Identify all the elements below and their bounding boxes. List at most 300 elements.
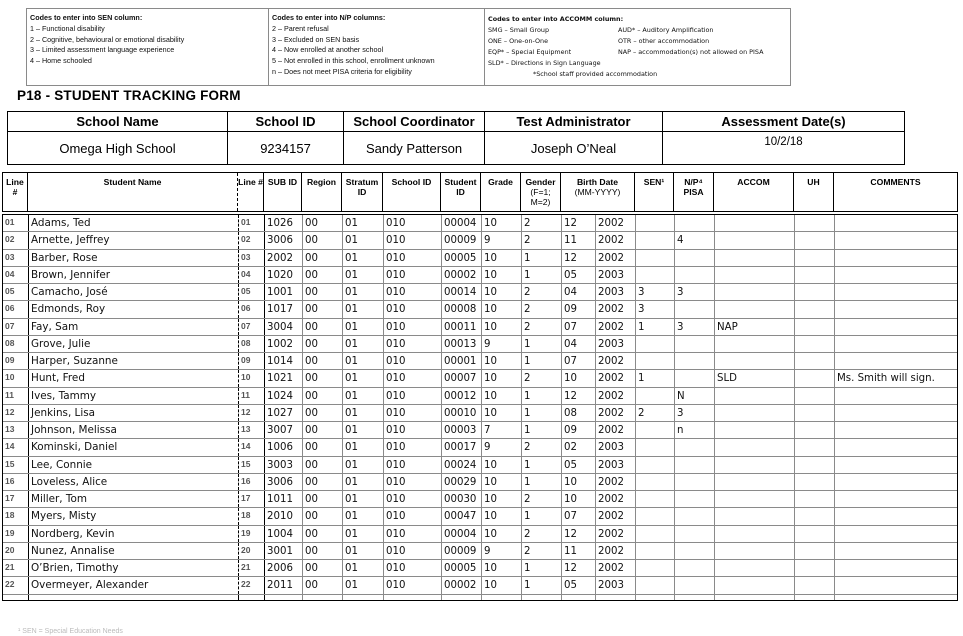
uh-cell[interactable] <box>794 474 834 490</box>
student-id-cell[interactable]: 00005 <box>441 250 481 266</box>
birth-year-cell[interactable]: 2002 <box>595 543 635 559</box>
student-name-cell[interactable]: Brown, Jennifer <box>28 267 238 283</box>
accom-cell[interactable] <box>714 388 794 404</box>
stratum-id-cell[interactable]: 01 <box>342 267 383 283</box>
student-name-cell[interactable]: Fay, Sam <box>28 319 238 335</box>
np-pisa-cell[interactable]: n <box>674 422 714 438</box>
region-cell[interactable]: 00 <box>302 474 342 490</box>
sen-cell[interactable] <box>635 439 674 455</box>
sub-id-cell[interactable]: 1002 <box>264 336 302 352</box>
stratum-id-cell[interactable]: 01 <box>342 491 383 507</box>
gender-cell[interactable] <box>521 595 561 600</box>
school-coordinator-value[interactable]: Sandy Patterson <box>344 132 485 165</box>
student-name-cell[interactable]: Nordberg, Kevin <box>28 526 238 542</box>
sub-id-cell[interactable]: 1020 <box>264 267 302 283</box>
birth-year-cell[interactable]: 2003 <box>595 577 635 593</box>
school-id-cell[interactable]: 010 <box>383 508 441 524</box>
np-pisa-cell[interactable] <box>674 301 714 317</box>
gender-cell[interactable]: 2 <box>521 491 561 507</box>
accom-cell[interactable] <box>714 595 794 600</box>
comments-cell[interactable] <box>834 543 957 559</box>
comments-cell[interactable] <box>834 526 957 542</box>
gender-cell[interactable]: 2 <box>521 232 561 248</box>
region-cell[interactable]: 00 <box>302 439 342 455</box>
student-name-cell[interactable]: Camacho, José <box>28 284 238 300</box>
stratum-id-cell[interactable]: 01 <box>342 301 383 317</box>
birth-month-cell[interactable]: 12 <box>561 215 595 231</box>
np-pisa-cell[interactable] <box>674 215 714 231</box>
accom-cell[interactable] <box>714 422 794 438</box>
birth-month-cell[interactable]: 07 <box>561 508 595 524</box>
accom-cell[interactable] <box>714 508 794 524</box>
birth-month-cell[interactable] <box>561 595 595 600</box>
gender-cell[interactable]: 2 <box>521 301 561 317</box>
grade-cell[interactable]: 10 <box>481 388 521 404</box>
student-name-cell[interactable]: Lee, Connie <box>28 457 238 473</box>
region-cell[interactable] <box>302 595 342 600</box>
birth-month-cell[interactable]: 10 <box>561 491 595 507</box>
sen-cell[interactable] <box>635 267 674 283</box>
comments-cell[interactable] <box>834 422 957 438</box>
stratum-id-cell[interactable]: 01 <box>342 405 383 421</box>
grade-cell[interactable]: 10 <box>481 577 521 593</box>
school-id-cell[interactable]: 010 <box>383 405 441 421</box>
region-cell[interactable]: 00 <box>302 353 342 369</box>
sub-id-cell[interactable]: 3001 <box>264 543 302 559</box>
region-cell[interactable]: 00 <box>302 543 342 559</box>
sub-id-cell[interactable]: 3003 <box>264 457 302 473</box>
birth-month-cell[interactable]: 07 <box>561 353 595 369</box>
np-pisa-cell[interactable] <box>674 595 714 600</box>
gender-cell[interactable]: 1 <box>521 250 561 266</box>
comments-cell[interactable] <box>834 405 957 421</box>
sen-cell[interactable] <box>635 577 674 593</box>
accom-cell[interactable] <box>714 457 794 473</box>
sub-id-cell[interactable]: 3006 <box>264 474 302 490</box>
school-id-cell[interactable]: 010 <box>383 370 441 386</box>
birth-month-cell[interactable]: 11 <box>561 543 595 559</box>
student-id-cell[interactable]: 00007 <box>441 370 481 386</box>
school-id-cell[interactable]: 010 <box>383 577 441 593</box>
comments-cell[interactable] <box>834 388 957 404</box>
student-name-cell[interactable]: Miller, Tom <box>28 491 238 507</box>
accom-cell[interactable] <box>714 301 794 317</box>
gender-cell[interactable]: 2 <box>521 215 561 231</box>
student-name-cell[interactable]: Jenkins, Lisa <box>28 405 238 421</box>
accom-cell[interactable] <box>714 232 794 248</box>
school-name-value[interactable]: Omega High School <box>8 132 228 165</box>
student-id-cell[interactable]: 00047 <box>441 508 481 524</box>
birth-year-cell[interactable]: 2002 <box>595 353 635 369</box>
uh-cell[interactable] <box>794 319 834 335</box>
uh-cell[interactable] <box>794 301 834 317</box>
gender-cell[interactable]: 1 <box>521 474 561 490</box>
sub-id-cell[interactable]: 3006 <box>264 232 302 248</box>
stratum-id-cell[interactable]: 01 <box>342 353 383 369</box>
sub-id-cell[interactable]: 2011 <box>264 577 302 593</box>
student-id-cell[interactable]: 00024 <box>441 457 481 473</box>
sub-id-cell[interactable]: 1017 <box>264 301 302 317</box>
sub-id-cell[interactable]: 1011 <box>264 491 302 507</box>
birth-month-cell[interactable]: 02 <box>561 439 595 455</box>
region-cell[interactable]: 00 <box>302 267 342 283</box>
region-cell[interactable]: 00 <box>302 250 342 266</box>
birth-month-cell[interactable]: 09 <box>561 301 595 317</box>
np-pisa-cell[interactable] <box>674 577 714 593</box>
school-id-cell[interactable]: 010 <box>383 319 441 335</box>
grade-cell[interactable]: 10 <box>481 405 521 421</box>
np-pisa-cell[interactable]: 3 <box>674 405 714 421</box>
school-id-cell[interactable]: 010 <box>383 250 441 266</box>
uh-cell[interactable] <box>794 370 834 386</box>
school-id-cell[interactable]: 010 <box>383 474 441 490</box>
student-name-cell[interactable]: Adams, Ted <box>28 215 238 231</box>
comments-cell[interactable] <box>834 595 957 600</box>
birth-month-cell[interactable]: 10 <box>561 370 595 386</box>
school-id-cell[interactable]: 010 <box>383 353 441 369</box>
np-pisa-cell[interactable]: 3 <box>674 319 714 335</box>
student-name-cell[interactable]: O’Brien, Timothy <box>28 560 238 576</box>
gender-cell[interactable]: 1 <box>521 560 561 576</box>
school-id-cell[interactable]: 010 <box>383 215 441 231</box>
student-id-cell[interactable]: 00029 <box>441 474 481 490</box>
sen-cell[interactable] <box>635 388 674 404</box>
np-pisa-cell[interactable] <box>674 353 714 369</box>
stratum-id-cell[interactable]: 01 <box>342 250 383 266</box>
comments-cell[interactable] <box>834 267 957 283</box>
sen-cell[interactable] <box>635 250 674 266</box>
birth-year-cell[interactable]: 2002 <box>595 491 635 507</box>
sub-id-cell[interactable]: 2002 <box>264 250 302 266</box>
student-id-cell[interactable]: 00013 <box>441 336 481 352</box>
uh-cell[interactable] <box>794 595 834 600</box>
birth-year-cell[interactable]: 2002 <box>595 474 635 490</box>
stratum-id-cell[interactable]: 01 <box>342 284 383 300</box>
sen-cell[interactable] <box>635 474 674 490</box>
school-id-cell[interactable]: 010 <box>383 232 441 248</box>
region-cell[interactable]: 00 <box>302 526 342 542</box>
gender-cell[interactable]: 2 <box>521 284 561 300</box>
region-cell[interactable]: 00 <box>302 577 342 593</box>
school-id-cell[interactable]: 010 <box>383 457 441 473</box>
gender-cell[interactable]: 2 <box>521 526 561 542</box>
sen-cell[interactable] <box>635 457 674 473</box>
np-pisa-cell[interactable]: 3 <box>674 284 714 300</box>
np-pisa-cell[interactable] <box>674 474 714 490</box>
sen-cell[interactable]: 2 <box>635 405 674 421</box>
student-name-cell[interactable] <box>28 595 238 600</box>
birth-month-cell[interactable]: 12 <box>561 560 595 576</box>
accom-cell[interactable] <box>714 491 794 507</box>
accom-cell[interactable] <box>714 405 794 421</box>
birth-month-cell[interactable]: 12 <box>561 250 595 266</box>
uh-cell[interactable] <box>794 353 834 369</box>
stratum-id-cell[interactable]: 01 <box>342 319 383 335</box>
grade-cell[interactable]: 10 <box>481 267 521 283</box>
region-cell[interactable]: 00 <box>302 388 342 404</box>
grade-cell[interactable]: 10 <box>481 474 521 490</box>
assessment-dates-value[interactable]: 10/2/18 <box>663 132 905 165</box>
grade-cell[interactable]: 7 <box>481 422 521 438</box>
sen-cell[interactable] <box>635 422 674 438</box>
region-cell[interactable]: 00 <box>302 491 342 507</box>
comments-cell[interactable] <box>834 457 957 473</box>
accom-cell[interactable] <box>714 353 794 369</box>
uh-cell[interactable] <box>794 457 834 473</box>
gender-cell[interactable]: 2 <box>521 370 561 386</box>
school-id-cell[interactable]: 010 <box>383 560 441 576</box>
student-name-cell[interactable]: Loveless, Alice <box>28 474 238 490</box>
student-id-cell[interactable]: 00005 <box>441 560 481 576</box>
gender-cell[interactable]: 1 <box>521 267 561 283</box>
grade-cell[interactable]: 9 <box>481 336 521 352</box>
sen-cell[interactable]: 1 <box>635 370 674 386</box>
accom-cell[interactable]: SLD <box>714 370 794 386</box>
stratum-id-cell[interactable]: 01 <box>342 422 383 438</box>
student-id-cell[interactable]: 00009 <box>441 232 481 248</box>
uh-cell[interactable] <box>794 215 834 231</box>
student-id-cell[interactable]: 00004 <box>441 215 481 231</box>
region-cell[interactable]: 00 <box>302 405 342 421</box>
uh-cell[interactable] <box>794 422 834 438</box>
stratum-id-cell[interactable]: 01 <box>342 543 383 559</box>
sen-cell[interactable]: 3 <box>635 301 674 317</box>
birth-month-cell[interactable]: 04 <box>561 336 595 352</box>
comments-cell[interactable] <box>834 560 957 576</box>
birth-year-cell[interactable]: 2003 <box>595 336 635 352</box>
birth-month-cell[interactable]: 05 <box>561 267 595 283</box>
birth-year-cell[interactable]: 2002 <box>595 422 635 438</box>
student-name-cell[interactable]: Grove, Julie <box>28 336 238 352</box>
sub-id-cell[interactable]: 3004 <box>264 319 302 335</box>
uh-cell[interactable] <box>794 250 834 266</box>
np-pisa-cell[interactable] <box>674 526 714 542</box>
accom-cell[interactable] <box>714 474 794 490</box>
stratum-id-cell[interactable]: 01 <box>342 560 383 576</box>
uh-cell[interactable] <box>794 543 834 559</box>
region-cell[interactable]: 00 <box>302 232 342 248</box>
student-name-cell[interactable]: Ives, Tammy <box>28 388 238 404</box>
sen-cell[interactable] <box>635 543 674 559</box>
sen-cell[interactable] <box>635 491 674 507</box>
birth-month-cell[interactable]: 05 <box>561 577 595 593</box>
uh-cell[interactable] <box>794 267 834 283</box>
grade-cell[interactable]: 10 <box>481 215 521 231</box>
grade-cell[interactable]: 10 <box>481 491 521 507</box>
region-cell[interactable]: 00 <box>302 215 342 231</box>
birth-month-cell[interactable]: 12 <box>561 388 595 404</box>
region-cell[interactable]: 00 <box>302 336 342 352</box>
gender-cell[interactable]: 1 <box>521 422 561 438</box>
np-pisa-cell[interactable] <box>674 267 714 283</box>
sen-cell[interactable] <box>635 526 674 542</box>
region-cell[interactable]: 00 <box>302 457 342 473</box>
birth-year-cell[interactable]: 2002 <box>595 232 635 248</box>
birth-year-cell[interactable]: 2003 <box>595 284 635 300</box>
np-pisa-cell[interactable] <box>674 560 714 576</box>
comments-cell[interactable] <box>834 508 957 524</box>
region-cell[interactable]: 00 <box>302 319 342 335</box>
stratum-id-cell[interactable]: 01 <box>342 215 383 231</box>
uh-cell[interactable] <box>794 491 834 507</box>
comments-cell[interactable] <box>834 577 957 593</box>
birth-year-cell[interactable]: 2002 <box>595 526 635 542</box>
sub-id-cell[interactable]: 1001 <box>264 284 302 300</box>
np-pisa-cell[interactable] <box>674 491 714 507</box>
student-id-cell[interactable]: 00004 <box>441 526 481 542</box>
comments-cell[interactable] <box>834 491 957 507</box>
birth-month-cell[interactable]: 08 <box>561 405 595 421</box>
uh-cell[interactable] <box>794 439 834 455</box>
school-id-cell[interactable]: 010 <box>383 267 441 283</box>
sub-id-cell[interactable]: 1027 <box>264 405 302 421</box>
grade-cell[interactable] <box>481 595 521 600</box>
accom-cell[interactable] <box>714 336 794 352</box>
student-id-cell[interactable]: 00001 <box>441 353 481 369</box>
sub-id-cell[interactable]: 2006 <box>264 560 302 576</box>
grade-cell[interactable]: 9 <box>481 232 521 248</box>
uh-cell[interactable] <box>794 577 834 593</box>
gender-cell[interactable]: 1 <box>521 336 561 352</box>
sub-id-cell[interactable]: 1026 <box>264 215 302 231</box>
grade-cell[interactable]: 10 <box>481 457 521 473</box>
student-id-cell[interactable]: 00012 <box>441 388 481 404</box>
stratum-id-cell[interactable]: 01 <box>342 577 383 593</box>
student-name-cell[interactable]: Kominski, Daniel <box>28 439 238 455</box>
student-id-cell[interactable]: 00014 <box>441 284 481 300</box>
sub-id-cell[interactable]: 1006 <box>264 439 302 455</box>
student-name-cell[interactable]: Edmonds, Roy <box>28 301 238 317</box>
birth-year-cell[interactable]: 2002 <box>595 319 635 335</box>
comments-cell[interactable] <box>834 301 957 317</box>
birth-month-cell[interactable]: 10 <box>561 474 595 490</box>
sub-id-cell[interactable]: 1021 <box>264 370 302 386</box>
np-pisa-cell[interactable] <box>674 508 714 524</box>
np-pisa-cell[interactable] <box>674 370 714 386</box>
accom-cell[interactable] <box>714 215 794 231</box>
sen-cell[interactable] <box>635 508 674 524</box>
birth-year-cell[interactable]: 2002 <box>595 405 635 421</box>
comments-cell[interactable] <box>834 439 957 455</box>
accom-cell[interactable] <box>714 543 794 559</box>
uh-cell[interactable] <box>794 560 834 576</box>
sub-id-cell[interactable]: 1004 <box>264 526 302 542</box>
sub-id-cell[interactable] <box>264 595 302 600</box>
grade-cell[interactable]: 10 <box>481 250 521 266</box>
region-cell[interactable]: 00 <box>302 370 342 386</box>
accom-cell[interactable] <box>714 560 794 576</box>
comments-cell[interactable] <box>834 319 957 335</box>
student-id-cell[interactable]: 00010 <box>441 405 481 421</box>
region-cell[interactable]: 00 <box>302 422 342 438</box>
student-id-cell[interactable]: 00002 <box>441 267 481 283</box>
region-cell[interactable]: 00 <box>302 508 342 524</box>
student-name-cell[interactable]: Barber, Rose <box>28 250 238 266</box>
student-id-cell[interactable]: 00003 <box>441 422 481 438</box>
school-id-cell[interactable]: 010 <box>383 388 441 404</box>
stratum-id-cell[interactable]: 01 <box>342 388 383 404</box>
np-pisa-cell[interactable] <box>674 439 714 455</box>
birth-month-cell[interactable]: 12 <box>561 526 595 542</box>
grade-cell[interactable]: 10 <box>481 560 521 576</box>
student-name-cell[interactable]: Hunt, Fred <box>28 370 238 386</box>
accom-cell[interactable]: NAP <box>714 319 794 335</box>
sub-id-cell[interactable]: 1024 <box>264 388 302 404</box>
uh-cell[interactable] <box>794 508 834 524</box>
np-pisa-cell[interactable] <box>674 457 714 473</box>
grade-cell[interactable]: 10 <box>481 370 521 386</box>
uh-cell[interactable] <box>794 388 834 404</box>
test-administrator-value[interactable]: Joseph O’Neal <box>485 132 663 165</box>
birth-year-cell[interactable]: 2002 <box>595 370 635 386</box>
accom-cell[interactable] <box>714 250 794 266</box>
region-cell[interactable]: 00 <box>302 301 342 317</box>
region-cell[interactable]: 00 <box>302 284 342 300</box>
sen-cell[interactable] <box>635 353 674 369</box>
stratum-id-cell[interactable] <box>342 595 383 600</box>
school-id-cell[interactable] <box>383 595 441 600</box>
comments-cell[interactable] <box>834 215 957 231</box>
sen-cell[interactable] <box>635 595 674 600</box>
sub-id-cell[interactable]: 1014 <box>264 353 302 369</box>
comments-cell[interactable] <box>834 336 957 352</box>
comments-cell[interactable] <box>834 250 957 266</box>
birth-month-cell[interactable]: 04 <box>561 284 595 300</box>
gender-cell[interactable]: 1 <box>521 388 561 404</box>
accom-cell[interactable] <box>714 439 794 455</box>
gender-cell[interactable]: 2 <box>521 319 561 335</box>
grade-cell[interactable]: 9 <box>481 439 521 455</box>
stratum-id-cell[interactable]: 01 <box>342 336 383 352</box>
student-id-cell[interactable]: 00008 <box>441 301 481 317</box>
birth-year-cell[interactable]: 2002 <box>595 215 635 231</box>
school-id-value[interactable]: 9234157 <box>228 132 344 165</box>
accom-cell[interactable] <box>714 267 794 283</box>
accom-cell[interactable] <box>714 577 794 593</box>
birth-year-cell[interactable]: 2002 <box>595 250 635 266</box>
birth-month-cell[interactable]: 07 <box>561 319 595 335</box>
stratum-id-cell[interactable]: 01 <box>342 526 383 542</box>
grade-cell[interactable]: 10 <box>481 353 521 369</box>
sen-cell[interactable]: 1 <box>635 319 674 335</box>
student-name-cell[interactable]: Nunez, Annalise <box>28 543 238 559</box>
uh-cell[interactable] <box>794 526 834 542</box>
student-id-cell[interactable]: 00030 <box>441 491 481 507</box>
grade-cell[interactable]: 10 <box>481 284 521 300</box>
comments-cell[interactable]: Ms. Smith will sign. <box>834 370 957 386</box>
uh-cell[interactable] <box>794 284 834 300</box>
sen-cell[interactable] <box>635 560 674 576</box>
stratum-id-cell[interactable]: 01 <box>342 232 383 248</box>
np-pisa-cell[interactable]: N <box>674 388 714 404</box>
uh-cell[interactable] <box>794 232 834 248</box>
sub-id-cell[interactable]: 2010 <box>264 508 302 524</box>
gender-cell[interactable]: 2 <box>521 439 561 455</box>
sen-cell[interactable]: 3 <box>635 284 674 300</box>
school-id-cell[interactable]: 010 <box>383 301 441 317</box>
student-name-cell[interactable]: Harper, Suzanne <box>28 353 238 369</box>
birth-year-cell[interactable]: 2002 <box>595 388 635 404</box>
birth-year-cell[interactable]: 2003 <box>595 439 635 455</box>
student-id-cell[interactable]: 00017 <box>441 439 481 455</box>
student-name-cell[interactable]: Myers, Misty <box>28 508 238 524</box>
comments-cell[interactable] <box>834 474 957 490</box>
sen-cell[interactable] <box>635 215 674 231</box>
grade-cell[interactable]: 10 <box>481 301 521 317</box>
student-id-cell[interactable]: 00009 <box>441 543 481 559</box>
np-pisa-cell[interactable] <box>674 336 714 352</box>
grade-cell[interactable]: 10 <box>481 508 521 524</box>
